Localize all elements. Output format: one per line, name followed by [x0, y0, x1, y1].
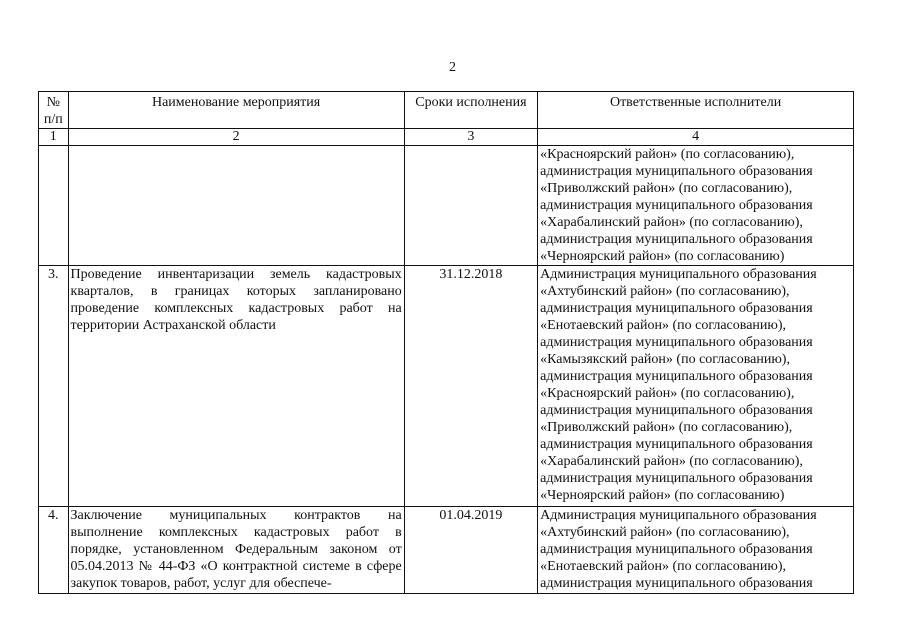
responsible-cell — [538, 146, 854, 266]
responsible-line: «Приволжский район» (по согласованию), — [540, 420, 793, 435]
header-num: № п/п — [39, 92, 69, 129]
header-deadline: Сроки исполнения — [404, 92, 537, 129]
column-number-row — [39, 129, 854, 146]
table-header-row — [39, 92, 854, 129]
responsible-line: «Харабалинский район» (по согласованию), — [540, 215, 803, 230]
responsible-line: администрация муниципального образования — [540, 198, 813, 213]
column-number: 2 — [68, 129, 404, 146]
row-index: 3. — [39, 266, 69, 507]
responsible-line: «Енотаевский район» (по согласованию), — [540, 559, 787, 574]
responsible-line: администрация муниципального образования — [540, 301, 813, 316]
table-row — [39, 266, 854, 507]
column-number: 3 — [404, 129, 537, 146]
responsible-line: «Черноярский район» (по согласованию) — [540, 488, 785, 503]
responsible-line: «Ахтубинский район» (по согласованию), — [540, 525, 790, 540]
responsible-line: Администрация муниципального образования — [540, 267, 817, 282]
row-name: Заключение муниципальных контрактов на выполнение комплексных кадастровых работ в порядке, установленном Федеральным законом от 05.04.2013 № 44-ФЗ «О контрактной системе в сфере закупок товаров, работ, услуг для обеспече- — [68, 507, 404, 594]
row-deadline: 01.04.2019 — [404, 507, 537, 594]
responsible-line: администрация муниципального образования — [540, 335, 813, 350]
table-row — [39, 507, 854, 594]
responsible-line: Администрация муниципального образования — [540, 508, 817, 523]
responsible-cell — [538, 266, 854, 507]
events-table — [38, 91, 854, 594]
responsible-line: администрация муниципального образования — [540, 542, 813, 557]
responsible-line: администрация муниципального образования — [540, 369, 813, 384]
responsible-line: администрация муниципального образования — [540, 576, 813, 591]
row-index: 4. — [39, 507, 69, 594]
row-name: Проведение инвентаризации земель кадастровых кварталов, в границах которых запланировано проведение комплексных кадастровых работ на территории Астраханской области — [68, 266, 404, 507]
responsible-line: «Приволжский район» (по согласованию), — [540, 181, 793, 196]
page-number: 2 — [449, 60, 456, 75]
table-row-continuation — [39, 146, 854, 266]
responsible-line: «Ахтубинский район» (по согласованию), — [540, 284, 790, 299]
column-number: 4 — [538, 129, 854, 146]
responsible-line: администрация муниципального образования — [540, 437, 813, 452]
responsible-line: администрация муниципального образования — [540, 471, 813, 486]
row-deadline: 31.12.2018 — [404, 266, 537, 507]
header-responsible: Ответственные исполнители — [538, 92, 854, 129]
responsible-line: «Камызякский район» (по согласованию), — [540, 352, 790, 367]
responsible-line: «Красноярский район» (по согласованию), — [540, 386, 795, 401]
responsible-line: «Черноярский район» (по согласованию) — [540, 249, 785, 264]
responsible-line: «Красноярский район» (по согласованию), — [540, 147, 795, 162]
responsible-line: администрация муниципального образования — [540, 232, 813, 247]
responsible-cell — [538, 507, 854, 594]
column-number: 1 — [39, 129, 69, 146]
responsible-line: «Енотаевский район» (по согласованию), — [540, 318, 787, 333]
header-name: Наименование мероприятия — [68, 92, 404, 129]
responsible-line: «Харабалинский район» (по согласованию), — [540, 454, 803, 469]
responsible-line: администрация муниципального образования — [540, 164, 813, 179]
responsible-line: администрация муниципального образования — [540, 403, 813, 418]
